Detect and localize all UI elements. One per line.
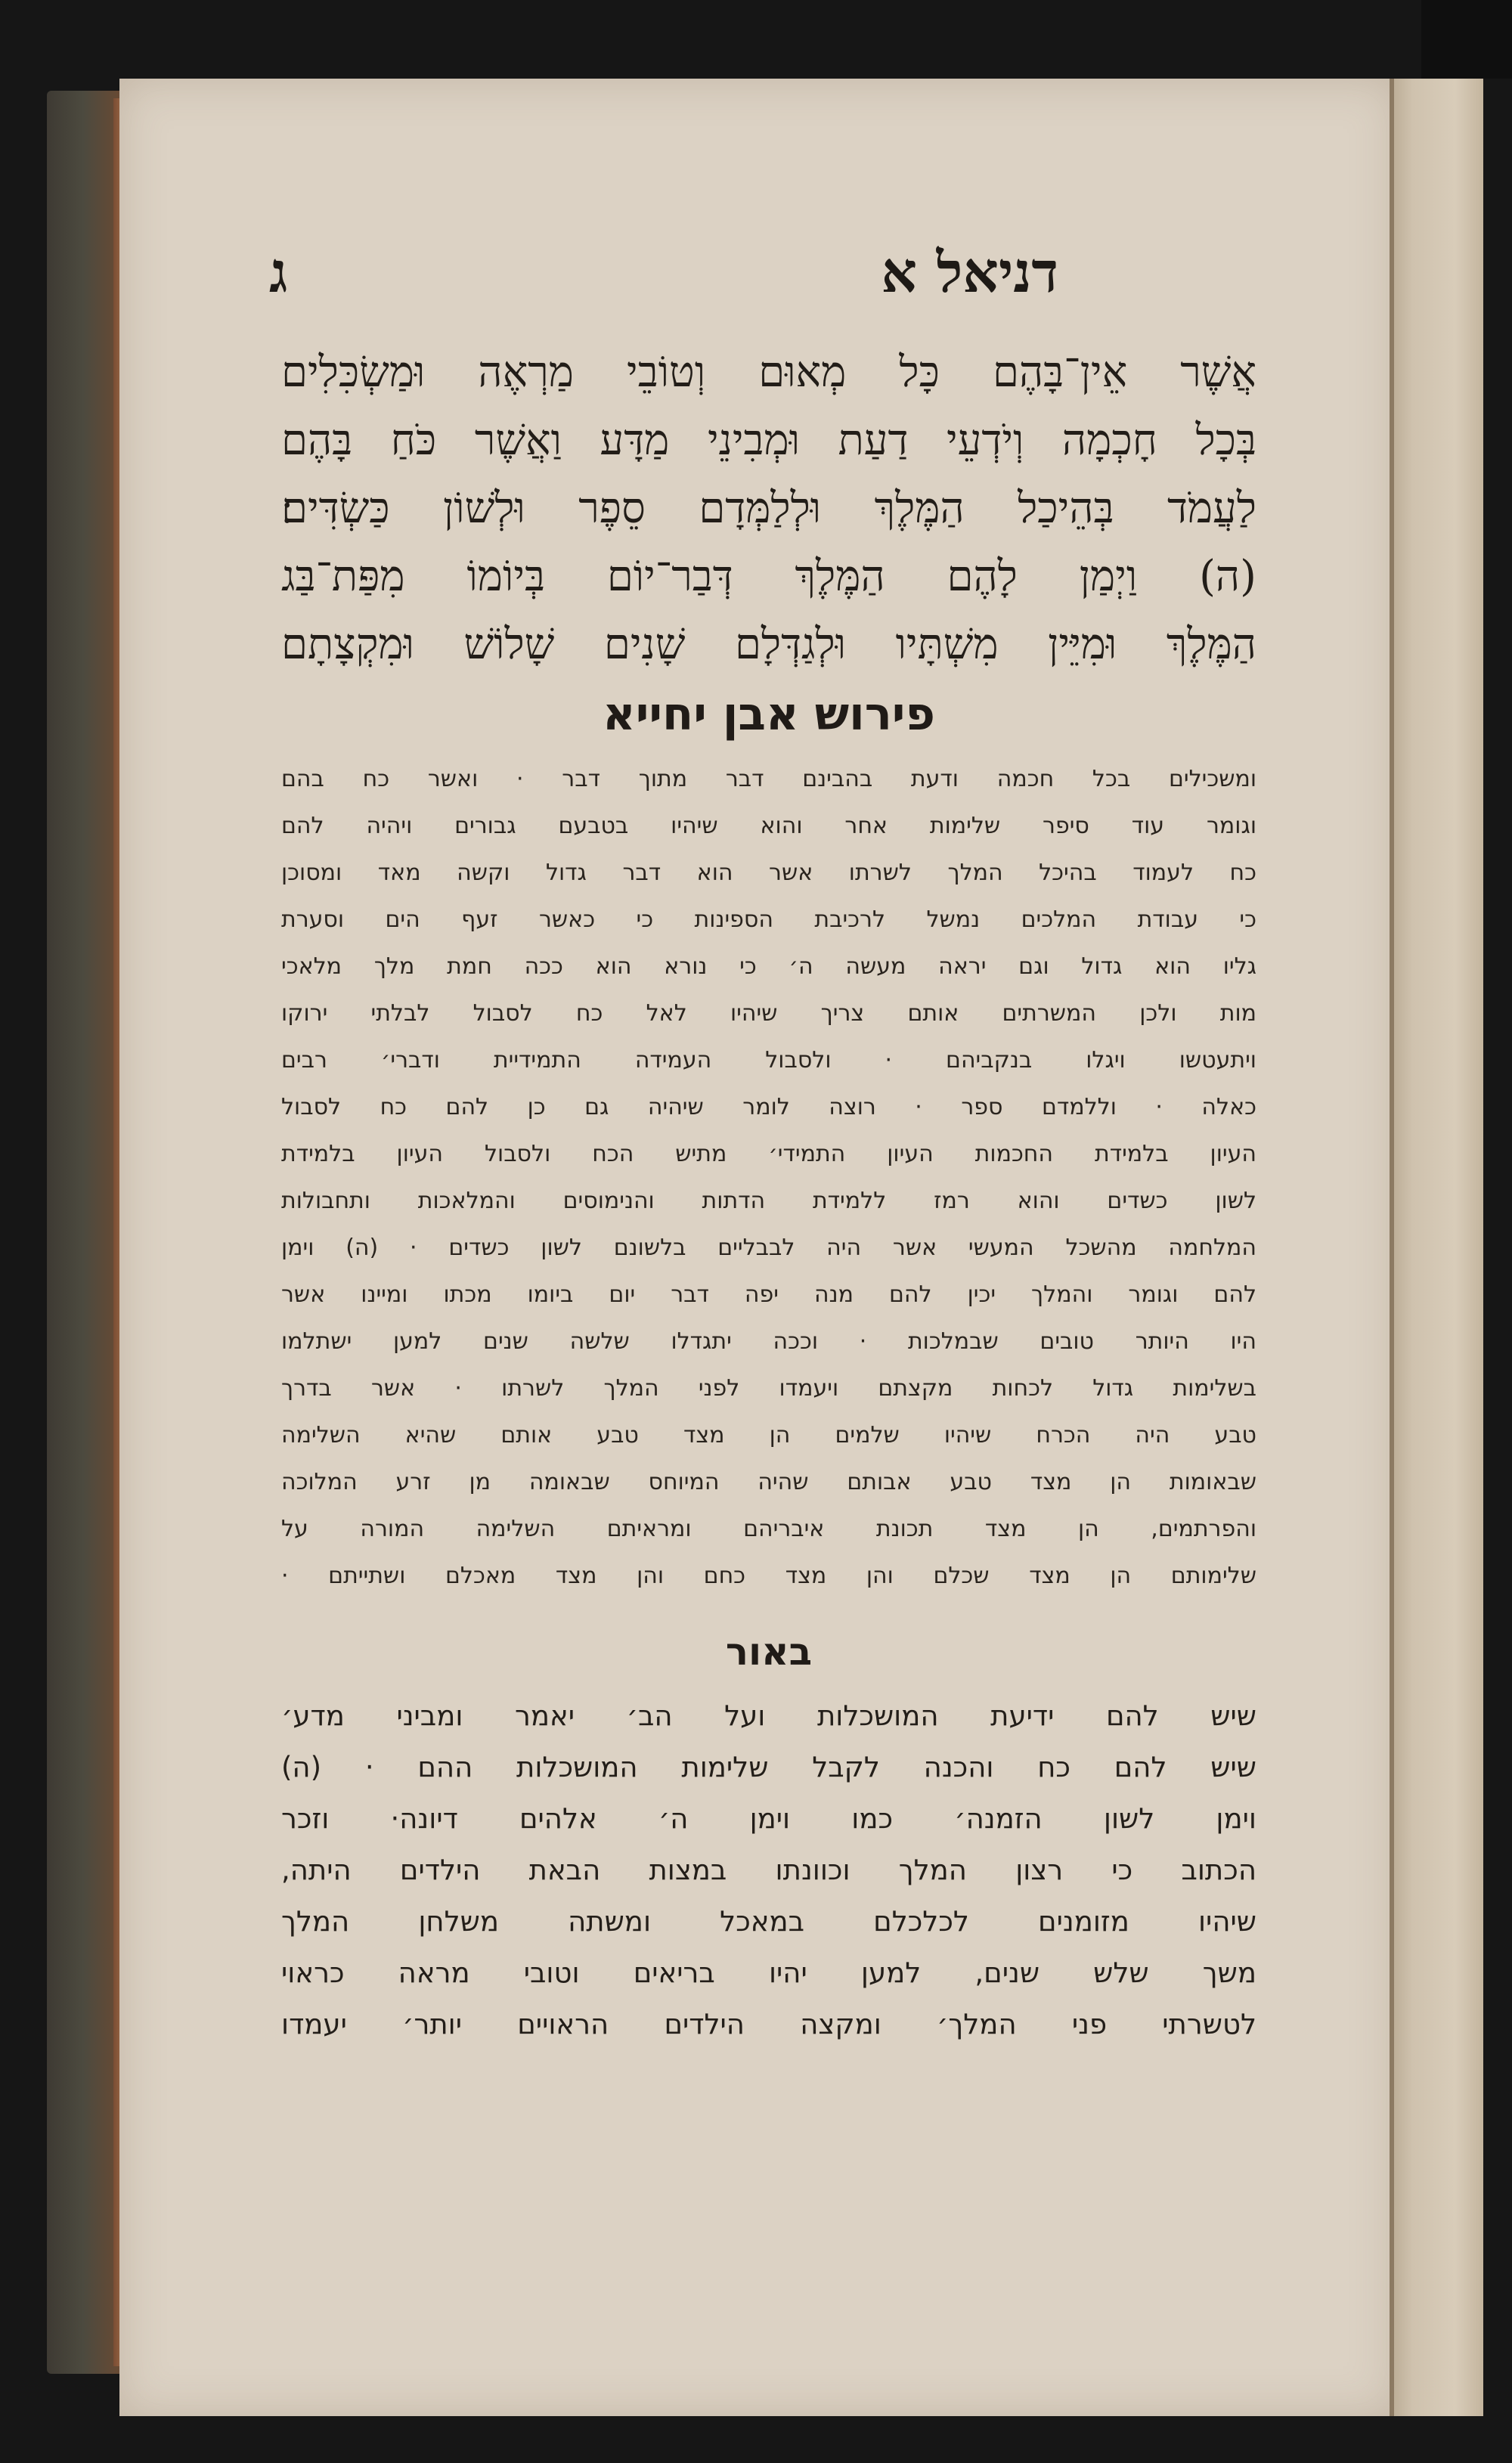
biur-commentary — [281, 1690, 1256, 2050]
biur-line: הכתוב כי רצון המלך וכוונתו במצות הבאת הילדים היתה, — [281, 1854, 1256, 1886]
commentary-line: העיון בלמידת החכמות העיון התמידי׳ מתיש הכח ולסבול העיון בלמידת — [281, 1141, 1256, 1167]
commentary-line: ויתעטשו ויגלו בנקביהם · ולסבול העמידה התמידיית ודברי׳ רבים — [281, 1047, 1256, 1073]
commentary-line: גליו הוא גדול וגם יראה מעשה ה׳ כי נורא הוא ככה חמת מלך מלאכי — [281, 953, 1256, 980]
commentary-line: כח לעמוד בהיכל המלך לשרתו אשר הוא דבר גדול וקשה מאד ומסוכן — [281, 860, 1256, 886]
biur-line: שיהיו מזומנים לכלכלם במאכל ומשתה משלחן המלך — [281, 1905, 1256, 1938]
verse-line: בְּכָל חָכְמָה וְיֹדְעֵי דַעַת וּמְבִינֵי מַדָּע וַאֲשֶׁר כֹּחַ בָּהֶם — [281, 416, 1256, 465]
ibn-yahya-commentary — [281, 756, 1256, 1600]
biur-line: שיש להם ידיעת המושכלות ועל הב׳ יאמר ומביני מדע׳ — [281, 1699, 1256, 1732]
verse-line: לַעֲמֹד בְּהֵיכַל הַמֶּלֶךְ וּלְלַמְּדָם סֵפֶר וּלְשׁוֹן כַּשְׂדִּים׃ — [281, 484, 1256, 533]
commentary-line: כאלה · וללמדם ספר · רוצה לומר שיהיה גם כן להם כח לסבול — [281, 1094, 1256, 1120]
commentary-line: להם וגומר והמלך יכין להם מנה יפה דבר יום ביומו מכתו ומיינו אשר — [281, 1281, 1256, 1308]
book-title: דניאל א — [881, 240, 1058, 305]
commentary-line: בשלימות גדול לכחות מקצתם ויעמדו לפני המלך לשרתו · אשר בדרך — [281, 1375, 1256, 1402]
commentary-line: מות ולכן המשרתים אותם צריך שיהיו לאל כח לסבול לבלתי ירוקו — [281, 1000, 1256, 1027]
dark-corner — [1421, 0, 1512, 79]
verse-line: אֲשֶׁר אֵין־בָּהֶם כָּל מְאוּם וְטוֹבֵי מַרְאֶה וּמַשְׂכִּלִים — [281, 348, 1256, 397]
commentary-line: והפרתמים, הן מצד תכונת איבריהם ומראיתם השלימה המורה על — [281, 1516, 1256, 1542]
commentary-heading: פירוש אבן יחייא — [603, 688, 935, 741]
verse-line: הַמֶּלֶךְ וּמִיֵּין מִשְׁתָּיו וּלְגַדְּלָם שָׁנִים שָׁלוֹשׁ וּמִקְצָתָם — [281, 620, 1256, 669]
commentary-line: המלחמה מהשכל המעשי אשר היה לבבליים בלשונם לשון כשדים · (ה) וימן — [281, 1235, 1256, 1261]
facing-page-edge — [1390, 79, 1483, 2416]
commentary-line: שבאומות הן מצד טבע אבותם שהיה המיוחס שבאומה מן זרע המלוכה — [281, 1469, 1256, 1495]
biur-line: שיש להם כח והכנה לקבל שלימות המושכלות ההם · (ה) — [281, 1751, 1256, 1783]
biur-line: לטשרתי פני המלך׳ ומקצה הילדים הראויים יותר׳ יעמדו — [281, 2008, 1256, 2040]
commentary-line: וגומר עוד סיפר שלימות אחר והוא שיהיו בטבעם גבורים ויהיה להם — [281, 813, 1256, 839]
verse-line: (ה) וַיְמַן לָהֶם הַמֶּלֶךְ דְּבַר־יוֹם בְּיוֹמוֹ מִפַּת־בַּג — [281, 552, 1256, 601]
biur-line: משך שלש שנים, למען יהיו בריאים וטובי מראה כראוי — [281, 1956, 1256, 1989]
commentary-line: היו היותר טובים שבמלכות · וככה יתגדלו שלשה שנים למען ישתלמו — [281, 1328, 1256, 1355]
commentary-line: לשון כשדים והוא רמז ללמידת הדתות והנימוסים והמלאכות ותחבולות — [281, 1188, 1256, 1214]
scripture-text — [281, 339, 1256, 679]
biur-line: וימן לשון הזמנה׳ כמו וימן ה׳ אלהים דיונה· וזכר — [281, 1802, 1256, 1835]
biur-heading: באור — [725, 1630, 813, 1674]
commentary-line: שלימותם הן מצד שכלם והן מצד כחם והן מצד מאכלם ושתייתם · — [281, 1563, 1256, 1589]
commentary-line: ומשכילים בכל חכמה ודעת בהבינם דבר מתוך דבר · ואשר כח בהם — [281, 766, 1256, 792]
commentary-line: כי עבודת המלכים נמשל לרכיבת הספינות כי כאשר זעף הים וסערת — [281, 906, 1256, 933]
page-gutter — [1390, 79, 1394, 2416]
page-number: ג — [269, 240, 288, 305]
commentary-line: טבע היה הכרח שיהיו שלמים הן מצד טבע אותם שהיא השלימה — [281, 1422, 1256, 1448]
running-header — [249, 240, 1232, 324]
